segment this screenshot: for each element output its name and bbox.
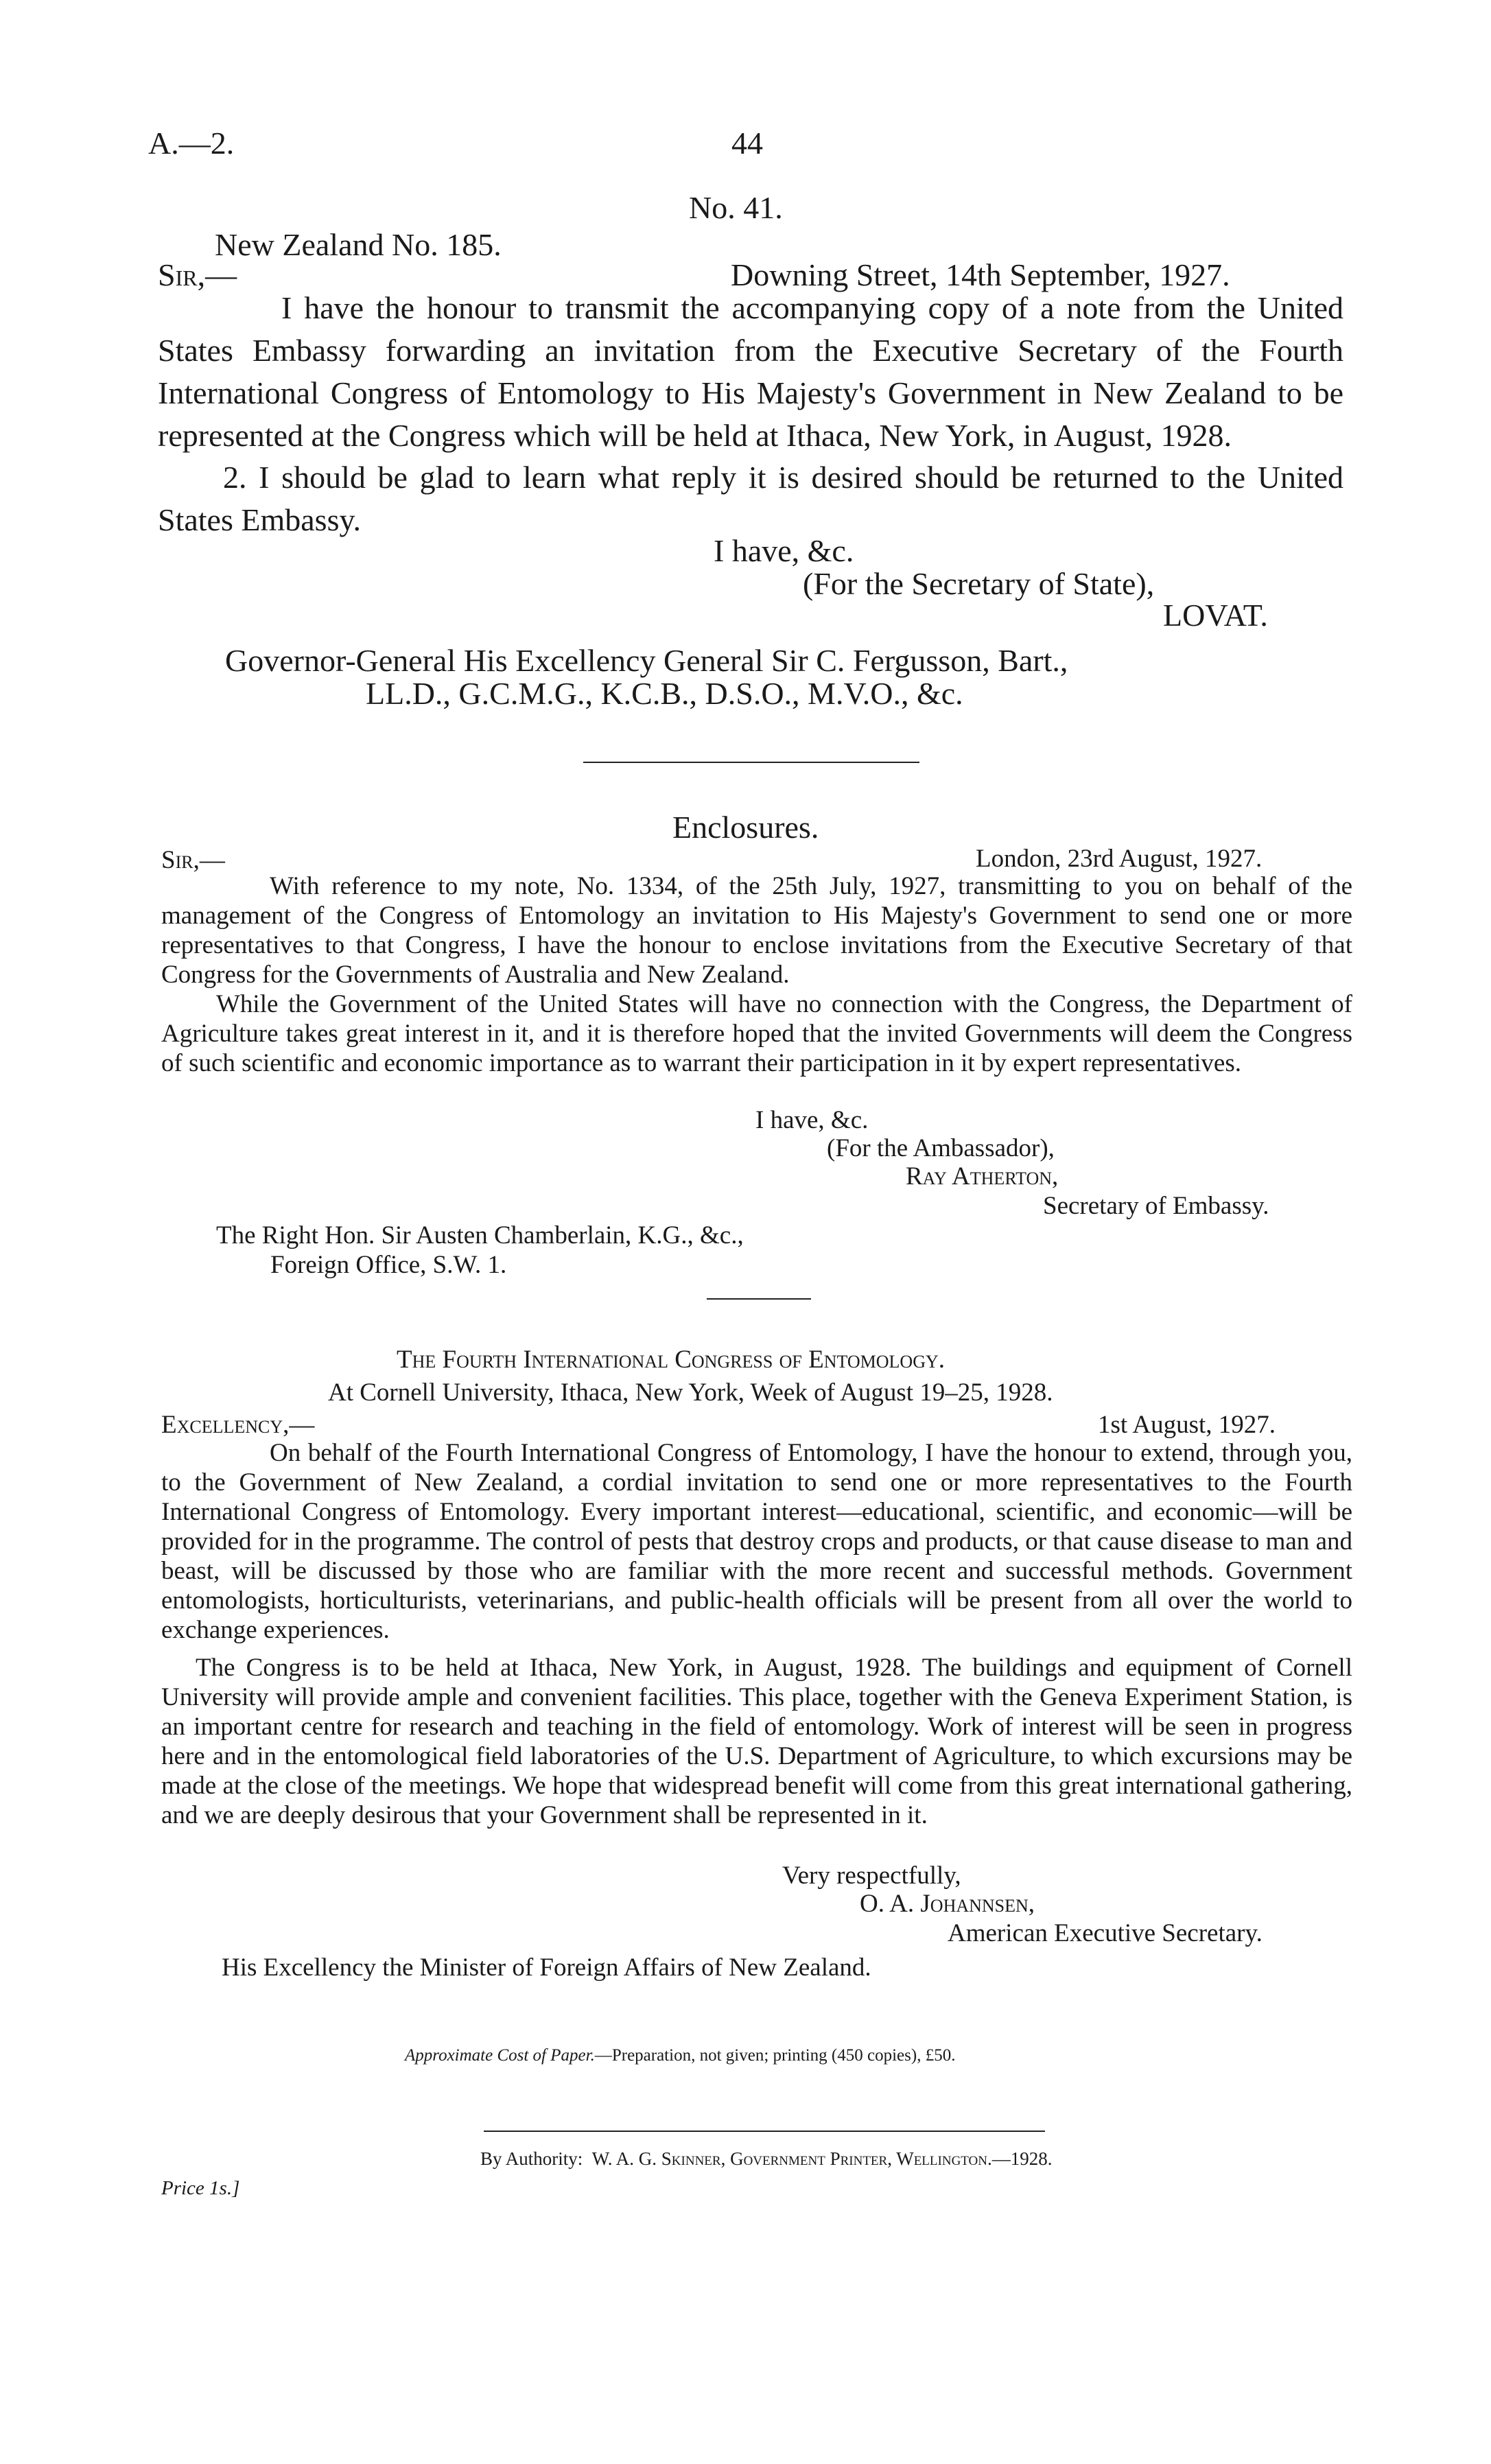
congress-subtitle: At Cornell University, Ithaca, New York, Week of August 19–25, 1928. <box>328 1378 1053 1407</box>
congress-title: The Fourth International Congress of Entomology. <box>397 1346 946 1374</box>
congress-signature-title: American Executive Secretary. <box>948 1919 1263 1947</box>
congress-closing: Very respectfully, <box>782 1862 961 1890</box>
cost-label: Approximate Cost of Paper. <box>405 2046 595 2065</box>
authority-line <box>480 2148 1053 2170</box>
congress-addressee: His Excellency the Minister of Foreign Affairs of New Zealand. <box>222 1953 871 1982</box>
enclosure-addressee-line-1: The Right Hon. Sir Austen Chamberlain, K.G., &c., <box>216 1221 744 1249</box>
price: Price 1s.] <box>161 2177 240 2199</box>
letter-for-line: (For the Secretary of State), <box>803 566 1155 601</box>
authority-text: W. A. G. Skinner, Government Printer, Wellington.—1928. <box>591 2148 1053 2169</box>
letter-paragraph-2: 2. I should be glad to learn what reply it is desired should be returned to the United States Embassy. <box>158 460 1343 537</box>
congress-paragraph-2: The Congress is to be held at Ithaca, New York, in August, 1928. The buildings and equipment of Cornell University will provide ample and convenient facilities. This place, together with the Geneva Experiment Station, is an important centre for research and teaching in the field of entomology. Work of interest will be seen in progress here and in the entomological field laboratories of the U.S. Department of Agriculture, to which excursions may be made at the close of the meetings. We hope that widespread benefit will come from this great international gathering, and we are deeply desirous that your Government shall be represented in it. <box>161 1654 1352 1829</box>
letter-number: No. 41. <box>689 190 783 225</box>
footer-divider <box>484 2131 1045 2132</box>
section-divider <box>583 762 919 763</box>
page-number: 44 <box>731 126 763 161</box>
authority-label: By Authority: <box>480 2148 583 2169</box>
enclosure-paragraph-1: With reference to my note, No. 1334, of the 25th July, 1927, transmitting to you on behalf of the management of the Congress of Entomology an invitation to His Majesty's Government to send one or more representatives to that Congress, I have the honour to enclose invitations from the Executive Secretary of that Congress for the Governments of Australia and New Zealand. <box>161 872 1352 989</box>
letter-addressee-line-1: Governor-General His Excellency General Sir C. Fergusson, Bart., <box>225 643 1068 678</box>
letter-closing: I have, &c. <box>714 533 854 568</box>
letter-ref: New Zealand No. 185. <box>215 227 502 262</box>
enclosures-heading: Enclosures. <box>672 810 819 845</box>
congress-signature: O. A. Johannsen, <box>860 1890 1035 1918</box>
short-divider <box>707 1298 811 1300</box>
cost-of-paper-note <box>405 2045 955 2066</box>
enclosure-for-line: (For the Ambassador), <box>827 1134 1055 1162</box>
letter-signature: LOVAT. <box>1163 598 1268 633</box>
congress-date: 1st August, 1927. <box>1098 1411 1276 1439</box>
congress-paragraph-1: On behalf of the Fourth International Congress of Entomology, I have the honour to extend, through you, to the Government of New Zealand, a cordial invitation to send one or more representatives to the Fourth International Congress of Entomology. Every important interest—educational, scientific, and economic—will be provided for in the programme. The control of pests that destroy crops and products, or that cause disease to man and beast, will be discussed by those who are familiar with the more recent and successful methods. Government entomologists, horticulturists, veterinarians, and public-health officials will be present from all over the world to exchange experiences. <box>161 1439 1352 1644</box>
letter-addressee-line-2: LL.D., G.C.M.G., K.C.B., D.S.O., M.V.O., &c. <box>366 676 963 711</box>
enclosure-signature-title: Secretary of Embassy. <box>1043 1192 1269 1220</box>
series-code: A.—2. <box>148 126 235 161</box>
congress-salutation: Excellency,— <box>161 1411 315 1439</box>
enclosure-addressee-line-2: Foreign Office, S.W. 1. <box>270 1251 507 1279</box>
enclosure-paragraph-2: While the Government of the United States will have no connection with the Congress, the Department of Agriculture takes great interest in it, and it is therefore hoped that the invited Governments will deem the Congress of such scientific and economic importance as to warrant their participation in it by expert representatives. <box>161 990 1352 1077</box>
cost-text: —Preparation, not given; printing (450 copies), £50. <box>594 2046 956 2065</box>
letter-paragraph-1: I have the honour to transmit the accompanying copy of a note from the United States Embassy forwarding an invitation from the Executive Secretary of the Fourth International Congress of Entomology to His Majesty's Government in New Zealand to be represented at the Congress which will be held at Ithaca, New York, in August, 1928. <box>158 290 1343 453</box>
letter-place-date: Downing Street, 14th September, 1927. <box>731 257 1230 292</box>
enclosure-signature: Ray Atherton, <box>906 1162 1059 1190</box>
enclosure-salutation: Sir,— <box>161 846 225 874</box>
letter-salutation: Sir,— <box>158 257 237 292</box>
enclosure-closing: I have, &c. <box>755 1106 869 1134</box>
enclosure-place-date: London, 23rd August, 1927. <box>976 845 1263 873</box>
